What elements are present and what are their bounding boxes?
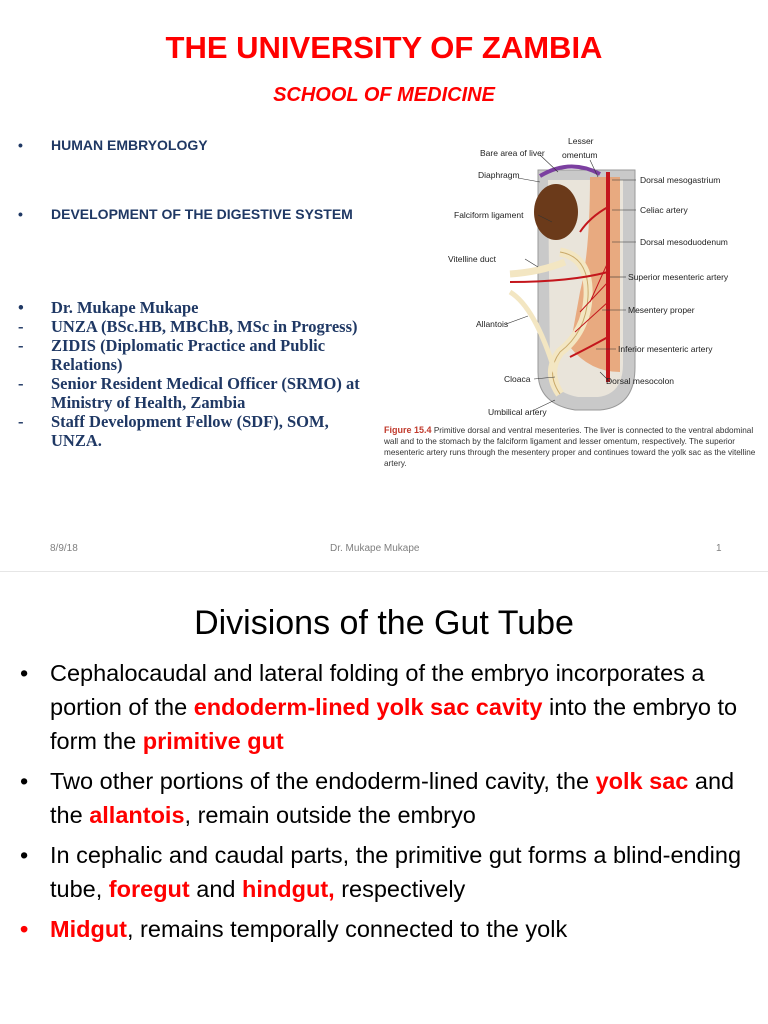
bullet-text: Cephalocaudal and lateral folding of the embryo incorporates a portion of the [50,660,705,720]
author-line: • Dr. Mukape Mukape [18,298,199,317]
svg-text:Celiac artery: Celiac artery [640,205,688,215]
bullet-text: and the [50,768,735,828]
highlight-term: foregut [108,876,190,902]
bullet-item [18,656,763,758]
svg-text:Cloaca: Cloaca [504,374,531,384]
slide-title: Divisions of the Gut Tube [194,604,574,642]
svg-text:Dorsal mesogastrium: Dorsal mesogastrium [640,175,721,185]
svg-text:omentum: omentum [562,150,598,160]
figure-caption [384,425,762,469]
slide-2 [0,572,768,1024]
bullet-text: respectively [334,876,466,902]
svg-text:Vitelline duct: Vitelline duct [448,254,497,264]
bullet-list [18,656,763,952]
bullet-item [18,764,763,832]
slide-subtitle: SCHOOL OF MEDICINE [273,84,495,106]
highlight-term: allantois [89,802,185,828]
bullet-text: into the embryo to form the [50,694,738,754]
highlight-term: yolk sac [595,768,689,794]
bullet-item [18,912,763,946]
bullet-text: In cephalic and caudal parts, the primitive gut forms a blind-ending tube, [50,842,742,902]
footer-date: 8/9/18 [50,543,78,554]
highlight-term: hindgut, [242,876,335,902]
bullet-marker: • [20,916,29,942]
author-line: - UNZA (BSc.HB, MBChB, MSc in Progress) [18,317,358,336]
highlight-term: Midgut [50,916,127,942]
bullet-text: and [189,876,243,902]
svg-text:Allantois: Allantois [476,319,509,329]
bullet-marker: • [18,206,23,222]
bullet-text: HUMAN EMBRYOLOGY [51,137,208,153]
slide-title: THE UNIVERSITY OF ZAMBIA [165,30,603,65]
bullet-text: , remains temporally connected to the yolk [127,916,568,942]
figure-number: Figure 15.4 [384,425,432,435]
bullet-marker: • [20,660,29,686]
caption-text: Primitive dorsal and ventral mesenteries. The liver is connected to the ventral abdominal wall and to the stomach by the falciform ligament and lesser omentum, respectively. The superior mesenteric artery runs through the mesentery proper and continues toward the yolk sac as the vitelline artery. [384,426,756,468]
highlight-term: endoderm-lined yolk sac cavity [193,694,543,720]
author-line: - ZIDIS (Diplomatic Practice and Public Relations) [18,336,326,374]
svg-text:Mesentery proper: Mesentery proper [628,305,695,315]
bullet-item [18,838,763,906]
mesentery-figure [440,132,762,422]
author-credentials [18,298,363,450]
bullet-text: DEVELOPMENT OF THE DIGESTIVE SYSTEM [51,206,353,222]
highlight-term: primitive gut [142,728,284,754]
svg-text:Dorsal mesoduodenum: Dorsal mesoduodenum [640,237,728,247]
svg-text:Falciform ligament: Falciform ligament [454,210,524,220]
footer-author: Dr. Mukape Mukape [330,543,420,554]
bullet-text: Two other portions of the endoderm-lined cavity, the [50,768,596,794]
svg-text:Superior mesenteric artery: Superior mesenteric artery [628,272,729,282]
author-line: - Senior Resident Medical Officer (SRMO) at Ministry of Health, Zambia [18,374,360,412]
bullet-text: , remain outside the embryo [184,802,476,828]
bullet-marker: • [20,768,29,794]
svg-text:Lesser: Lesser [568,136,594,146]
bullet-marker: • [18,137,23,153]
bullet-marker: • [20,842,29,868]
svg-text:Dorsal mesocolon: Dorsal mesocolon [606,376,675,386]
svg-text:Inferior mesenteric artery: Inferior mesenteric artery [618,344,713,354]
svg-text:Bare area of liver: Bare area of liver [480,148,545,158]
footer-page-number: 1 [716,543,722,554]
author-line: - Staff Development Fellow (SDF), SOM, UNZA. [18,412,329,450]
svg-text:Diaphragm: Diaphragm [478,170,520,180]
svg-text:Umbilical artery: Umbilical artery [488,407,547,417]
